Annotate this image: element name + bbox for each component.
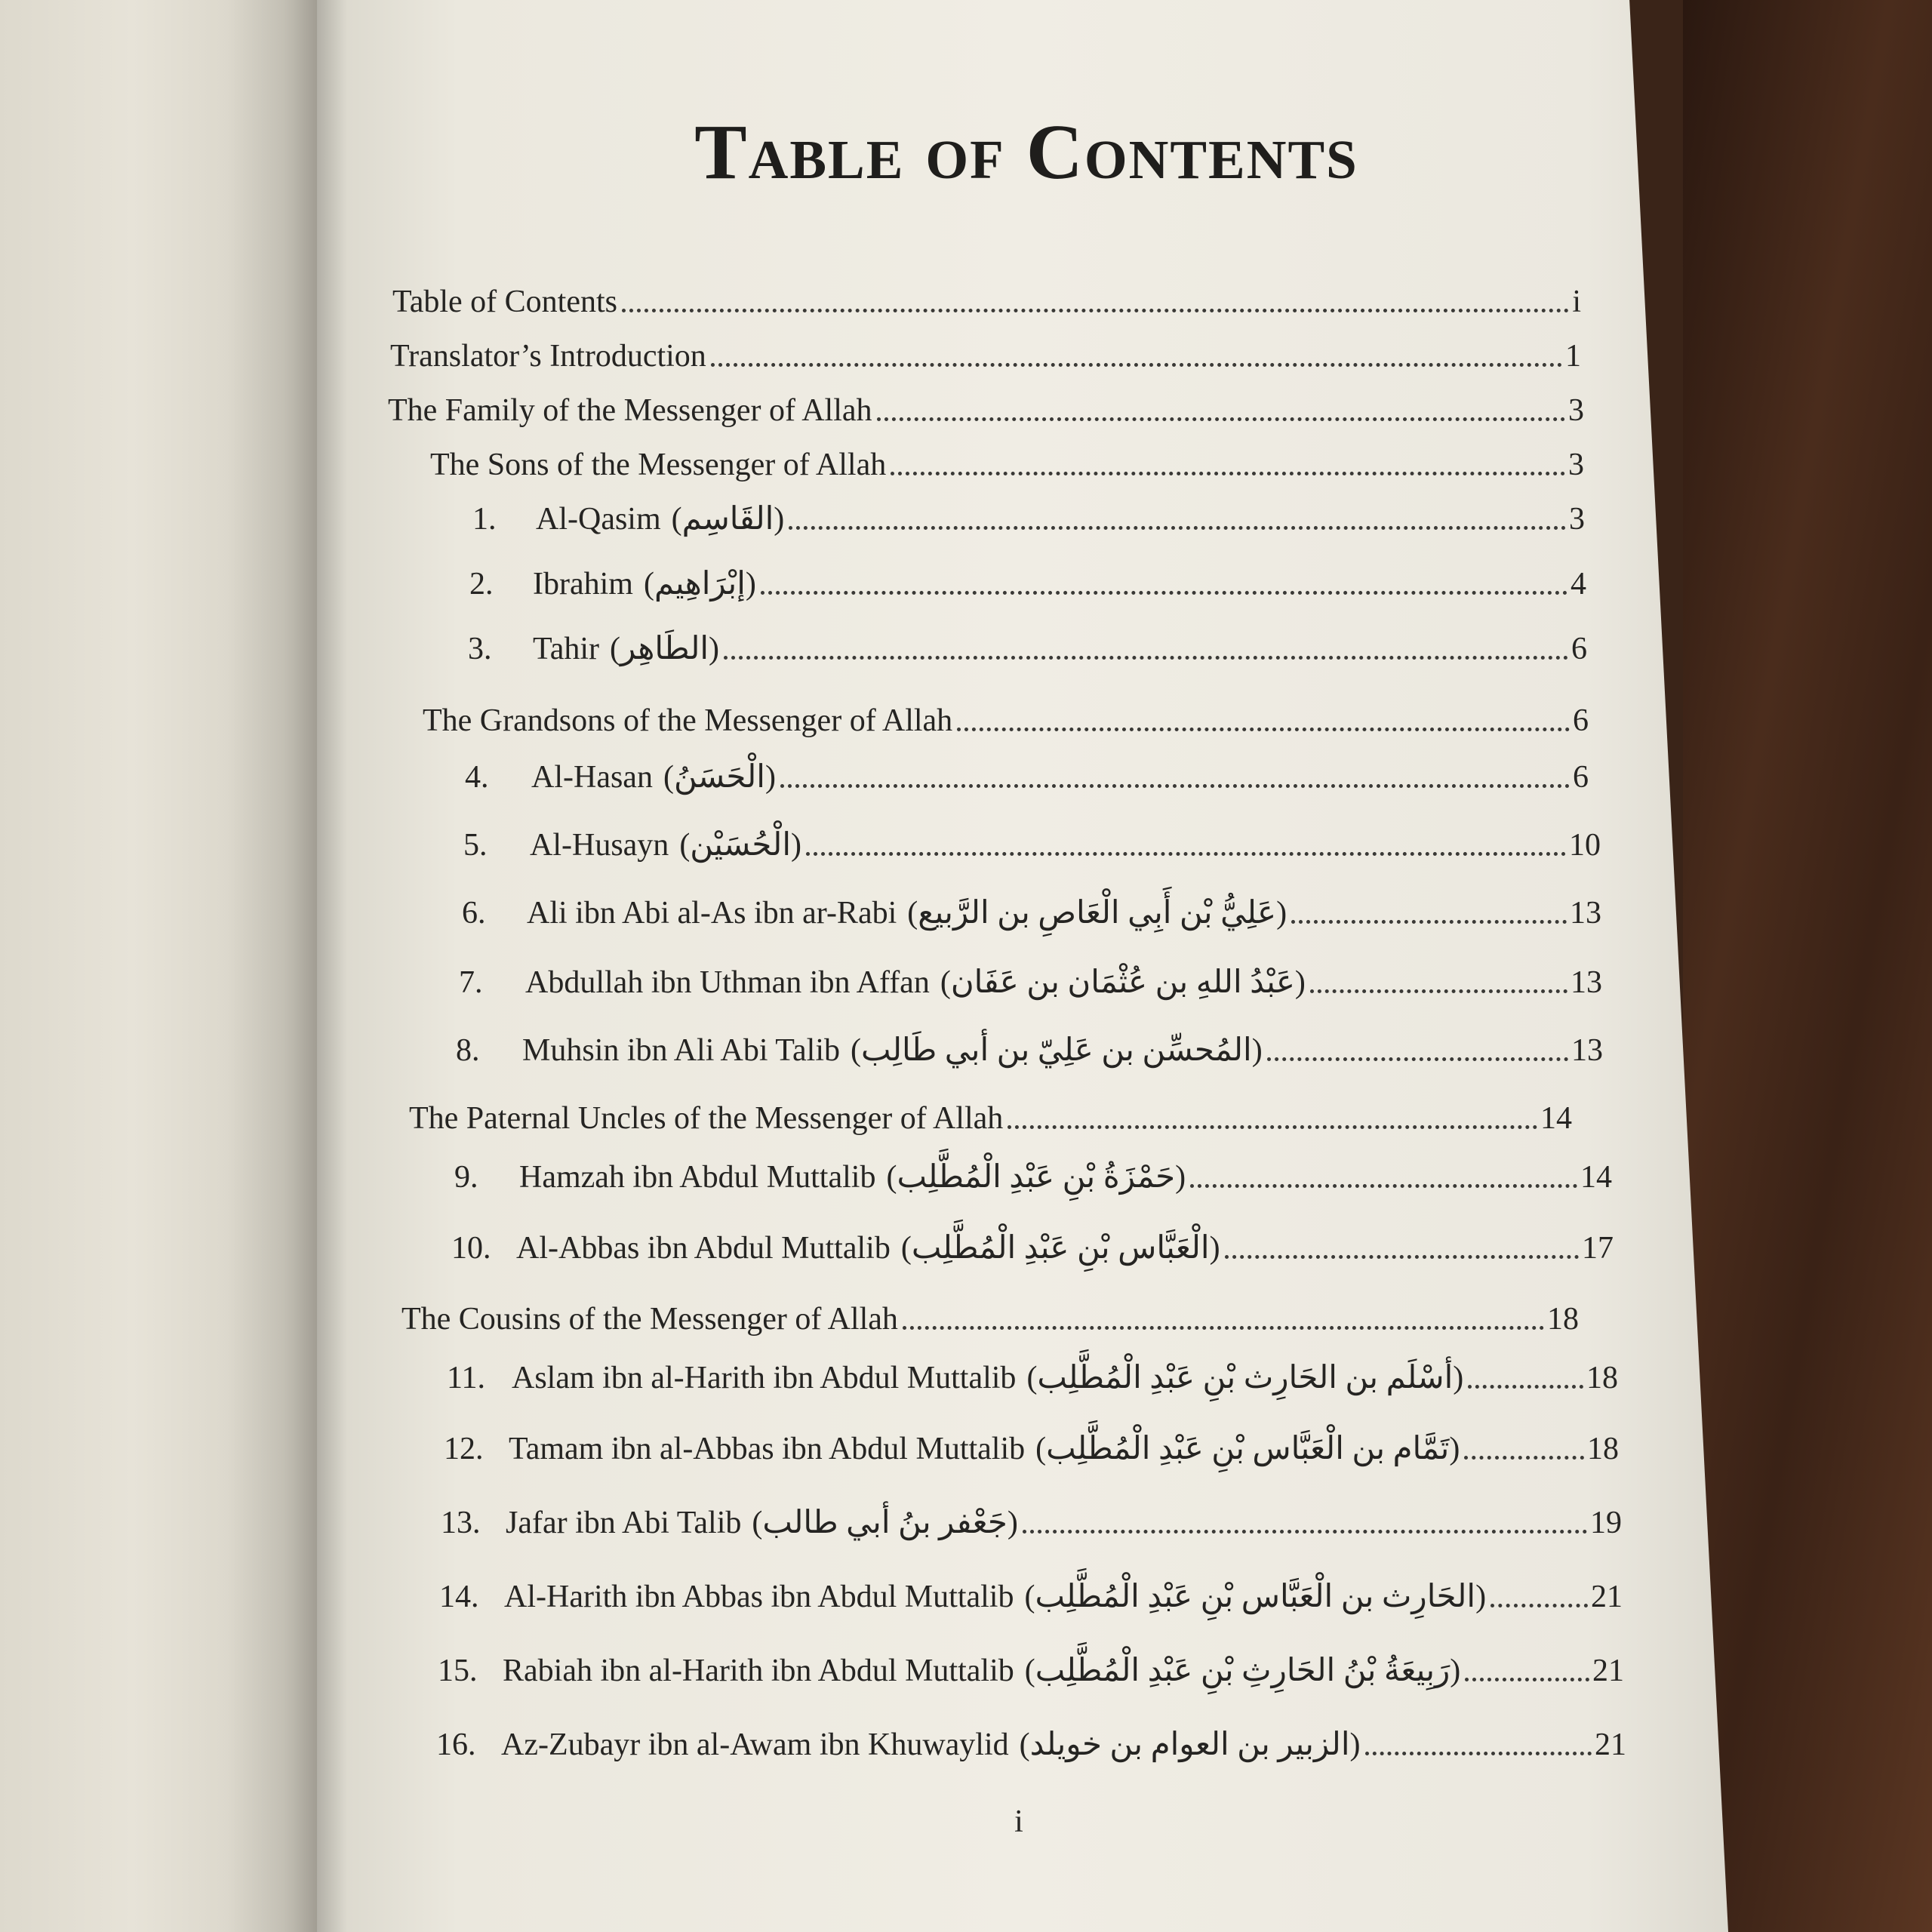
dot-leader — [877, 417, 1565, 421]
toc-entry-page: 6 — [1573, 703, 1589, 738]
toc-entry-page: 13 — [1571, 965, 1602, 1000]
toc-entry-arabic: (الْحَسَنُ) — [663, 760, 776, 795]
page-title: Table of Contents — [694, 109, 1358, 195]
toc-entry-arabic: (الزبير بن العوام بن خويلد) — [1019, 1727, 1361, 1762]
dot-leader — [806, 852, 1566, 856]
dot-leader — [1023, 1530, 1587, 1534]
toc-entry-number: 2. — [469, 567, 494, 601]
toc-entry-page: 18 — [1547, 1302, 1579, 1337]
toc-entry-title: Al-Harith ibn Abbas ibn Abdul Muttalib — [504, 1580, 1014, 1614]
toc-entry-title: Translator’s Introduction — [390, 339, 706, 374]
toc-entry-number: 7. — [459, 965, 483, 1000]
toc-entry[interactable] — [438, 1641, 1624, 1689]
toc-entry-page: 13 — [1571, 1033, 1603, 1068]
toc-entry-page: 3 — [1568, 393, 1584, 428]
toc-entry-title: Al-Husayn — [530, 828, 669, 863]
toc-entry-number: 11. — [447, 1361, 485, 1395]
toc-entry-page: 18 — [1586, 1361, 1618, 1395]
toc-entry-arabic: (عَلِيُّ بْن أَبِي الْعَاصِ بن الرَّبيع) — [907, 896, 1287, 931]
toc-entry-arabic: (إبْرَاهِيم) — [643, 567, 756, 601]
toc-entry-title: The Paternal Uncles of the Messenger of Allah — [409, 1101, 1004, 1136]
toc-entry-number: 16. — [436, 1727, 476, 1762]
toc-entry[interactable] — [472, 489, 1585, 537]
toc-entry-title: Tamam ibn al-Abbas ibn Abdul Muttalib — [509, 1432, 1026, 1466]
toc-entry-page: 4 — [1571, 567, 1586, 601]
dot-leader — [1190, 1184, 1577, 1188]
dot-leader — [622, 309, 1569, 312]
toc-entry-page: 17 — [1582, 1231, 1614, 1266]
toc-entry[interactable] — [454, 1147, 1612, 1195]
dot-leader — [1267, 1057, 1568, 1061]
dot-leader — [724, 656, 1568, 660]
toc-entry-title: Table of Contents — [392, 285, 617, 319]
toc-entry-page: 6 — [1571, 632, 1587, 666]
toc-entry-number: 9. — [454, 1160, 478, 1195]
toc-entry-page: 3 — [1568, 448, 1584, 482]
toc-entry-number: 1. — [472, 502, 497, 537]
toc-entry-page: 14 — [1580, 1160, 1612, 1195]
toc-entry[interactable] — [463, 815, 1601, 863]
toc-entry-page: 19 — [1590, 1506, 1622, 1540]
toc-entry-page: 21 — [1591, 1580, 1623, 1614]
toc-entry[interactable] — [436, 1715, 1626, 1763]
toc-entry-page: 1 — [1565, 339, 1581, 374]
dot-leader — [903, 1326, 1544, 1330]
toc-entry-number: 5. — [463, 828, 488, 863]
toc-entry-page: 13 — [1570, 896, 1601, 931]
toc-entry-title: Hamzah ibn Abdul Muttalib — [519, 1160, 876, 1195]
toc-entry-title: The Cousins of the Messenger of Allah — [401, 1302, 898, 1337]
toc-entry-arabic: (الطَاهِر) — [610, 632, 720, 666]
toc-entry-number: 10. — [451, 1231, 491, 1266]
page-number: i — [1014, 1804, 1023, 1839]
dot-leader — [957, 728, 1570, 731]
toc-entry-title: Muhsin ibn Ali Abi Talib — [522, 1033, 841, 1068]
dot-leader — [1291, 920, 1567, 924]
dot-leader — [711, 363, 1562, 367]
toc-entry-arabic: (الْحُسَيْن) — [679, 828, 801, 863]
toc-entry[interactable] — [459, 952, 1602, 1001]
dot-leader — [891, 472, 1565, 475]
dot-leader — [1365, 1752, 1592, 1755]
toc-entry-page: 18 — [1587, 1432, 1619, 1466]
toc-entry[interactable] — [447, 1348, 1618, 1396]
dot-leader — [1225, 1255, 1579, 1259]
dot-leader — [1310, 989, 1567, 993]
toc-entry[interactable] — [430, 435, 1584, 483]
dot-leader — [1468, 1385, 1583, 1389]
toc-entry-title: Al-Qasim — [536, 502, 661, 537]
toc-entry-number: 14. — [439, 1580, 479, 1614]
toc-entry[interactable] — [409, 1088, 1572, 1137]
toc-entry-title: Abdullah ibn Uthman ibn Affan — [525, 965, 930, 1000]
toc-entry[interactable] — [401, 1289, 1579, 1337]
dot-leader — [780, 784, 1570, 788]
toc-entry-title: Ibrahim — [533, 567, 633, 601]
toc-entry[interactable] — [390, 326, 1581, 374]
toc-entry-arabic: (حَمْزَةُ بْنِ عَبْدِ الْمُطَّلِب) — [886, 1160, 1186, 1195]
toc-entry[interactable] — [423, 691, 1589, 739]
dot-leader — [1491, 1604, 1588, 1607]
toc-entry-number: 4. — [465, 760, 489, 795]
toc-entry-page: 6 — [1573, 760, 1589, 795]
toc-entry-arabic: (الحَارِث بن الْعَبَّاس بْنِ عَبْدِ الْمُطَّلِب) — [1024, 1580, 1487, 1614]
toc-entry-page: i — [1572, 285, 1581, 319]
toc-entry-arabic: (الْعَبَّاس بْنِ عَبْدِ الْمُطَّلِب) — [900, 1231, 1220, 1266]
toc-entry-number: 15. — [438, 1654, 478, 1688]
toc-entry-arabic: (جَعْفر بنُ أبي طالب) — [752, 1506, 1018, 1540]
toc-entry-title: Ali ibn Abi al-As ibn ar-Rabi — [527, 896, 897, 931]
toc-entry[interactable] — [462, 883, 1601, 931]
toc-entry-arabic: (تَمَّام بن الْعَبَّاس بْنِ عَبْدِ الْمُطَّلِب) — [1035, 1432, 1460, 1466]
toc-entry-page: 14 — [1540, 1101, 1572, 1136]
toc-entry-title: Az-Zubayr ibn al-Awam ibn Khuwaylid — [501, 1727, 1009, 1762]
toc-entry[interactable] — [444, 1419, 1619, 1467]
toc-entry-number: 6. — [462, 896, 486, 931]
toc-entry-title: Rabiah ibn al-Harith ibn Abdul Muttalib — [503, 1654, 1014, 1688]
toc-entry[interactable] — [392, 272, 1581, 320]
toc-entry-arabic: (القَاسِم) — [671, 502, 785, 537]
toc-entry-page: 10 — [1569, 828, 1601, 863]
toc-entry-title: The Sons of the Messenger of Allah — [430, 448, 887, 482]
dot-leader — [1464, 1456, 1584, 1460]
toc-entry[interactable] — [451, 1218, 1614, 1266]
toc-entry-title: Al-Hasan — [531, 760, 653, 795]
toc-entry-page: 3 — [1569, 502, 1585, 537]
toc-entry[interactable] — [388, 380, 1584, 429]
toc-entry[interactable] — [456, 1020, 1603, 1069]
toc-entry-title: The Family of the Messenger of Allah — [388, 393, 872, 428]
toc-entry-arabic: (المُحسِّن بن عَلِيّ بن أبي طَالِب) — [851, 1033, 1263, 1068]
toc-entry-arabic: (رَبِيعَةُ بْنُ الحَارِثِ بْنِ عَبْدِ الْمُطَّلِب) — [1024, 1654, 1461, 1688]
toc-entry[interactable] — [465, 747, 1589, 795]
dot-leader — [1465, 1678, 1589, 1681]
toc-entry-page: 21 — [1595, 1727, 1626, 1762]
toc-entry-title: Tahir — [533, 632, 600, 666]
toc-entry[interactable] — [439, 1567, 1623, 1615]
toc-entry-title: Aslam ibn al-Harith ibn Abdul Muttalib — [512, 1361, 1017, 1395]
toc-entry-number: 3. — [468, 632, 492, 666]
toc-entry-page: 21 — [1592, 1654, 1624, 1688]
toc-entry-number: 12. — [444, 1432, 484, 1466]
toc-entry-number: 13. — [441, 1506, 481, 1540]
toc-entry-title: The Grandsons of the Messenger of Allah — [423, 703, 953, 738]
toc-entry[interactable] — [441, 1493, 1622, 1541]
dot-leader — [789, 526, 1566, 530]
toc-entry[interactable] — [469, 554, 1586, 602]
toc-entry-arabic: (عَبْدُ اللهِ بن عُثْمَان بن عَفَان) — [940, 965, 1306, 1000]
dot-leader — [1008, 1125, 1537, 1129]
dot-leader — [761, 591, 1567, 595]
toc-entry-title: Al-Abbas ibn Abdul Muttalib — [516, 1231, 891, 1266]
toc-entry-arabic: (أسْلَم بن الحَارِث بْنِ عَبْدِ الْمُطَّلِب) — [1026, 1361, 1464, 1395]
toc-entry[interactable] — [468, 619, 1587, 667]
toc-entry-number: 8. — [456, 1033, 480, 1068]
toc-entry-title: Jafar ibn Abi Talib — [506, 1506, 742, 1540]
